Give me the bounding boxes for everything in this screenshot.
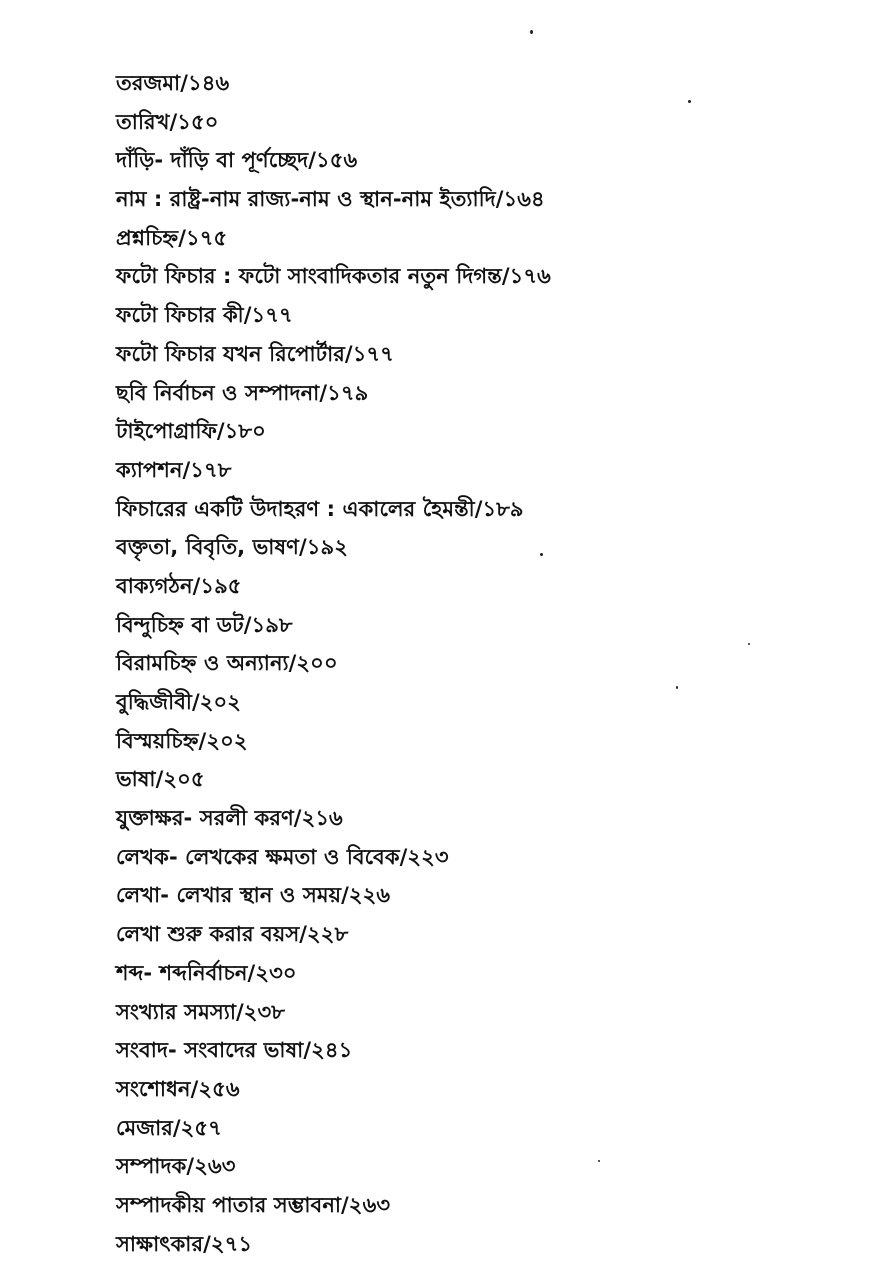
toc-entry: মেজার/২৫৭ — [116, 1115, 222, 1140]
toc-entry: দাঁড়ি- দাঁড়ি বা পূর্ণচ্ছেদ/১৫৬ — [116, 148, 358, 173]
toc-entry: শব্দ- শব্দনির্বাচন/২৩০ — [116, 960, 297, 985]
toc-entry: ফটো ফিচার যখন রিপোর্টার/১৭৭ — [116, 341, 394, 366]
toc-entry: ফটো ফিচার : ফটো সাংবাদিকতার নতুন দিগন্ত/১৭৬ — [116, 264, 551, 289]
toc-entry: বুদ্ধিজীবী/২০২ — [116, 690, 242, 714]
toc-entry: যুক্তাক্ষর- সরলী করণ/২১৬ — [116, 806, 343, 831]
toc-entry: সংশোধন/২৫৬ — [116, 1076, 240, 1101]
toc-entry: লেখা শুরু করার বয়স/২২৮ — [116, 922, 349, 947]
toc-entry: সম্পাদক/২৬৩ — [116, 1154, 236, 1179]
toc-entry: তরজমা/১৪৬ — [116, 71, 230, 95]
toc-entry: বিন্দুচিহ্ন বা ডট/১৯৮ — [116, 612, 293, 637]
toc-entry: ফটো ফিচার কী/১৭৭ — [116, 303, 293, 328]
toc-entry: সংখ্যার সমস্যা/২৩৮ — [116, 999, 286, 1024]
toc-entry: প্রশ্নচিহ্ন/১৭৫ — [116, 225, 228, 250]
print-speck — [530, 30, 533, 34]
toc-entry: বিরামচিহ্ন ও অন্যান্য/২০০ — [116, 651, 338, 676]
toc-entry: ভাষা/২০৫ — [116, 767, 205, 792]
toc-entry: বক্তৃতা, বিবৃতি, ভাষণ/১৯২ — [116, 535, 348, 560]
toc-entry: লেখা- লেখার স্থান ও সময়/২২৬ — [116, 883, 391, 908]
toc-entry: তারিখ/১৫০ — [116, 109, 219, 134]
table-of-contents — [116, 64, 816, 1263]
toc-entry: ফিচারের একটি উদাহরণ : একালের হৈমন্তী/১৮৯ — [116, 496, 524, 521]
toc-entry: নাম : রাষ্ট্র-নাম রাজ্য-নাম ও স্থান-নাম ইত্যাদি/১৬৪ — [116, 187, 545, 212]
toc-entry: সংবাদ- সংবাদের ভাষা/২৪১ — [116, 1038, 353, 1063]
toc-entry: ছবি নির্বাচন ও সম্পাদনা/১৭৯ — [116, 380, 369, 405]
toc-entry: ক্যাপশন/১৭৮ — [116, 457, 232, 482]
toc-entry: বাক্যগঠন/১৯৫ — [116, 573, 242, 598]
toc-entry: লেখক- লেখকের ক্ষমতা ও বিবেক/২২৩ — [116, 844, 449, 869]
toc-entry: বিস্ময়চিহ্ন/২০২ — [116, 728, 248, 753]
toc-entry: সাক্ষাৎকার/২৭১ — [116, 1231, 253, 1256]
toc-entry: সম্পাদকীয় পাতার সম্ভাবনা/২৬৩ — [116, 1192, 391, 1217]
toc-entry: টাইপোগ্রাফি/১৮০ — [116, 419, 266, 444]
